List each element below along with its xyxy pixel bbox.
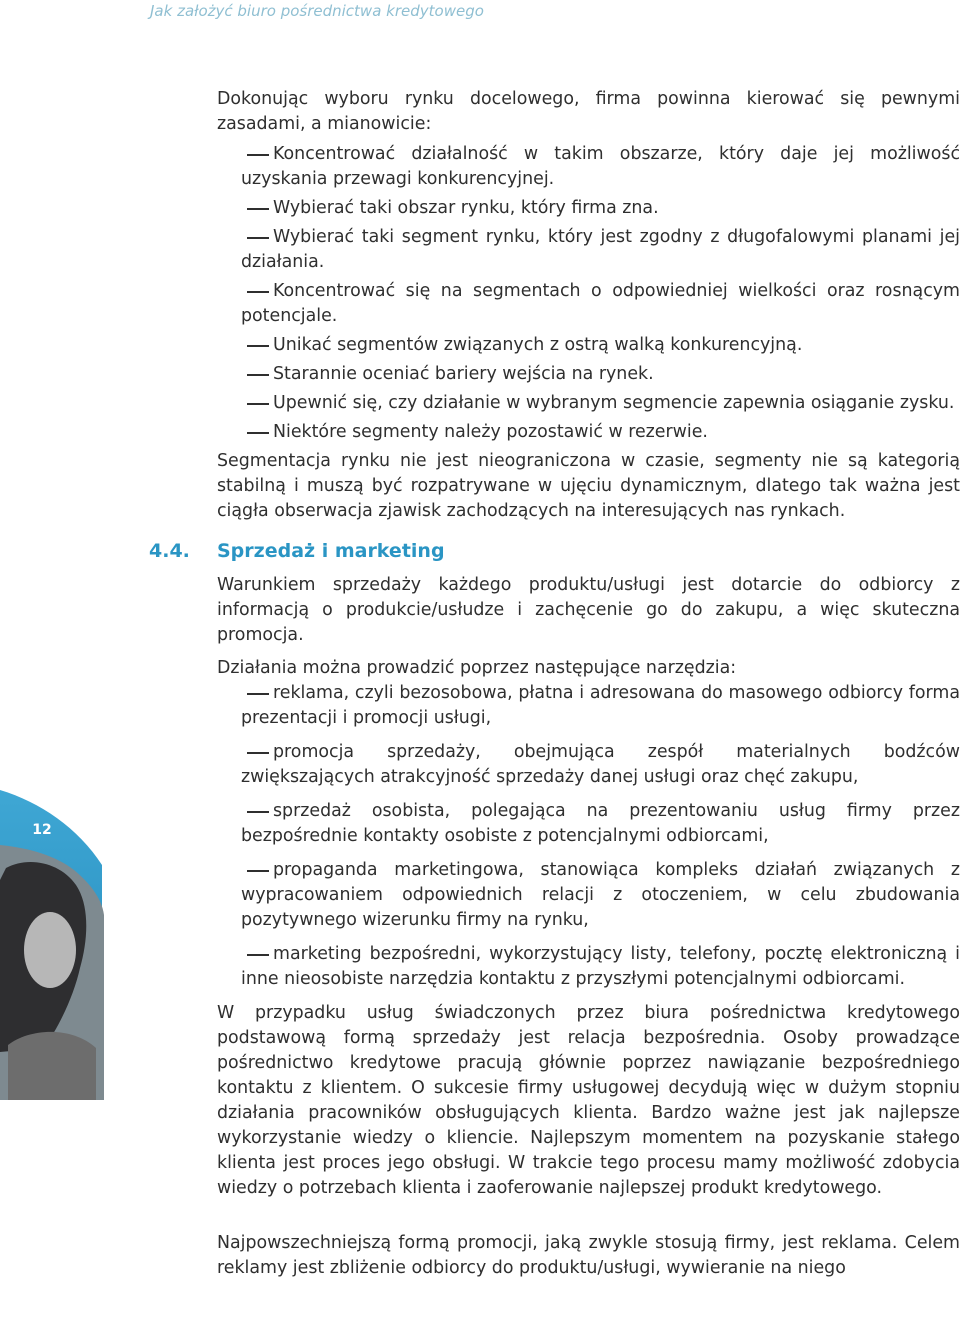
list-item: Starannie oceniać bariery wejścia na rynek.	[241, 362, 960, 387]
tools-intro: Działania można prowadzić poprzez następujące narzędzia:	[217, 658, 737, 678]
section-heading	[149, 539, 960, 564]
shoulders-shape	[8, 1032, 96, 1100]
list-item: propaganda marketingowa, stanowiąca kompleks działań związanych z wypracowaniem odpowiednich relacji z otoczeniem, w celu zbudowania pozytywnego wizerunku firmy na rynku,	[241, 858, 960, 933]
intro-paragraph: Dokonując wyboru rynku docelowego, firma powinna kierować się pewnymi zasadami, a mianowicie:	[217, 89, 960, 134]
sales-paragraph: Warunkiem sprzedaży każdego produktu/usługi jest dotarcie do odbiorcy z informacją o produkcie/usłudze i zachęcenie go do zakupu, a więc skuteczna promocja.	[217, 575, 960, 645]
list-item: Upewnić się, czy działanie w wybranym segmencie zapewnia osiąganie zysku.	[241, 391, 960, 416]
list-item: Unikać segmentów związanych z ostrą walką konkurencyjną.	[241, 333, 960, 358]
advertising-paragraph: Najpowszechniejszą formą promocji, jaką zwykle stosują firmy, jest reklama. Celem reklamy jest zbliżenie odbiorcy do produktu/usługi, wywieranie na niego	[217, 1233, 960, 1278]
tools-list	[241, 681, 960, 992]
page-number: 12	[32, 822, 52, 838]
page-number-tab	[0, 790, 110, 1100]
section-title: Sprzedaż i marketing	[217, 540, 445, 562]
section-number: 4.4.	[149, 540, 190, 562]
list-item: sprzedaż osobista, polegająca na prezentowaniu usług firmy przez bezpośrednie kontakty osobiste z potencjalnymi odbiorcami,	[241, 799, 960, 849]
list-item: Koncentrować się na segmentach o odpowiedniej wielkości oraz rosnącym potencjale.	[241, 279, 960, 329]
principles-list	[241, 142, 960, 445]
list-item: reklama, czyli bezosobowa, płatna i adresowana do masowego odbiorcy forma prezentacji i promocji usługi,	[241, 681, 960, 731]
list-item: Wybierać taki segment rynku, który jest zgodny z długofalowymi planami jej działania.	[241, 225, 960, 275]
list-item: marketing bezpośredni, wykorzystujący listy, telefony, pocztę elektroniczną i inne nieosobiste narzędzia kontaktu z przyszłymi potencjalnymi odbiorcami.	[241, 942, 960, 992]
running-head: Jak założyć biuro pośrednictwa kredytowego	[150, 2, 484, 20]
services-paragraph: W przypadku usług świadczonych przez biura pośrednictwa kredytowego podstawową formą sprzedaży jest relacja bezpośrednia. Osoby prowadzące pośrednictwo kredytowe pracują głównie poprzez nawiązanie bezpośredniego kontaktu z klientem. O sukcesie firmy usługowej decydują więc w dużym stopniu działania pracowników obsługujących klienta. Bardzo ważne jest jak najlepsze wykorzystanie wiedzy o kliencie. Najlepszym momentem na pozyskanie stałego klienta jest proces jego obsługi. W trakcie tego procesu mamy możliwość zdobycia wiedzy o potrzebach klienta i zaoferowanie najlepszej produkt kredytowego.	[217, 1003, 960, 1198]
main-content	[149, 87, 960, 1281]
list-item: promocja sprzedaży, obejmująca zespół materialnych bodźców zwiększających atrakcyjność sprzedaży danej usługi oraz chęć zakupu,	[241, 740, 960, 790]
list-item: Koncentrować działalność w takim obszarze, który daje jej możliwość uzyskania przewagi konkurencyjnej.	[241, 142, 960, 192]
list-item: Wybierać taki obszar rynku, który firma zna.	[241, 196, 960, 221]
list-item: Niektóre segmenty należy pozostawić w rezerwie.	[241, 420, 960, 445]
face-shape	[24, 912, 76, 988]
segmentation-paragraph: Segmentacja rynku nie jest nieograniczona w czasie, segmenty nie są kategorią stabilną i muszą być rozpatrywane w ujęciu dynamicznym, dlatego tak ważna jest ciągła obserwacja zjawisk zachodzących na interesujących nas rynkach.	[217, 451, 960, 521]
